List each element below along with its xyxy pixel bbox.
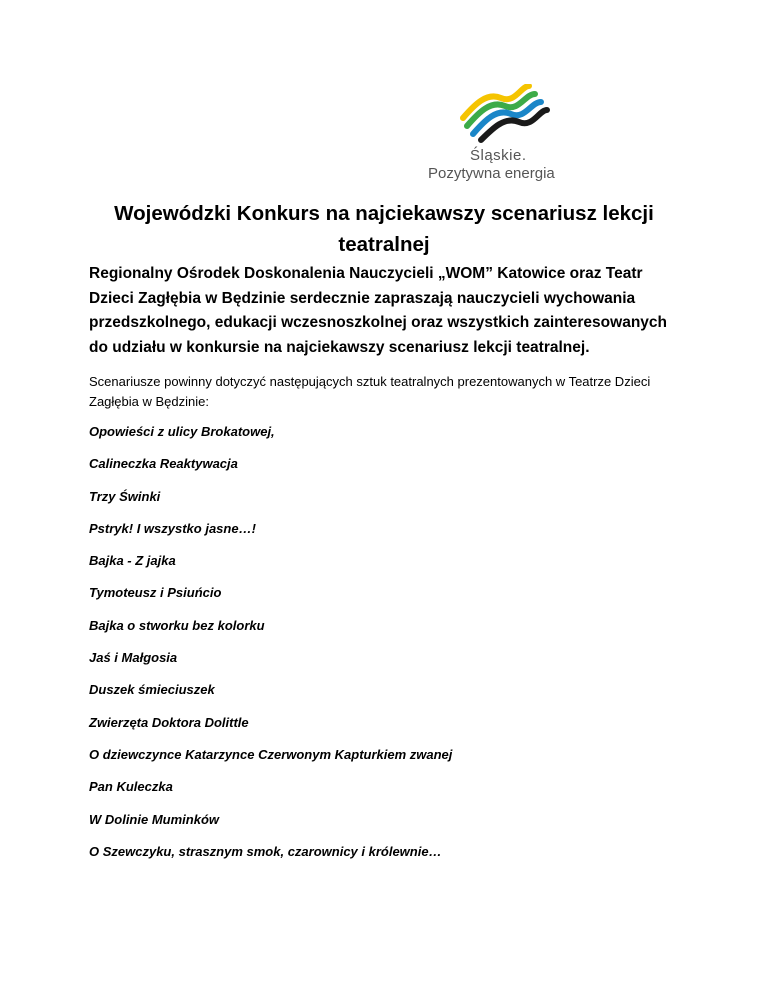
page-title: Wojewódzki Konkurs na najciekawszy scenariusz lekcji teatralnej	[114, 202, 654, 256]
list-item: Zwierzęta Doktora Dolittle	[89, 714, 249, 730]
lead-paragraph: Scenariusze powinny dotyczyć następujących sztuk teatralnych prezentowanych w Teatrze Dzieci Zagłębia w Będzinie:	[89, 374, 651, 409]
list-item: Bajka - Z jajka	[89, 553, 176, 569]
list-item: Bajka o stworku bez kolorku	[89, 617, 265, 633]
logo-tagline: Pozytywna energia	[428, 165, 555, 182]
slaskie-logo	[425, 84, 577, 184]
list-item: Trzy Świnki	[89, 488, 161, 504]
list-item: O dziewczynce Katarzynce Czerwonym Kapturkiem zwanej	[89, 746, 453, 762]
waves-icon	[451, 84, 551, 144]
list-item: Tymoteusz i Psiuńcio	[89, 585, 222, 601]
logo-name: Śląskie.	[470, 147, 527, 164]
list-item: Duszek śmieciuszek	[89, 682, 215, 698]
list-item: Pstryk! I wszystko jasne…!	[89, 520, 256, 536]
list-item: O Szewczyku, strasznym smok, czarownicy i królewnie…	[89, 843, 442, 859]
list-item: Pan Kuleczka	[89, 779, 173, 795]
plays-list	[89, 422, 452, 874]
intro-paragraph: Regionalny Ośrodek Doskonalenia Nauczycieli „WOM” Katowice oraz Teatr Dzieci Zagłębia w Będzinie serdecznie zapraszają nauczycieli wychowania przedszkolnego, edukacji wczesnoszkolnej oraz wszystkich zainteresowanych do udziału w konkursie na najciekawszy scenariusz lekcji teatralnej.	[89, 265, 667, 357]
list-item: W Dolinie Muminków	[89, 811, 219, 827]
list-item: Calineczka Reaktywacja	[89, 456, 238, 472]
list-item: Opowieści z ulicy Brokatowej,	[89, 424, 275, 439]
list-item: Jaś i Małgosia	[89, 650, 178, 666]
